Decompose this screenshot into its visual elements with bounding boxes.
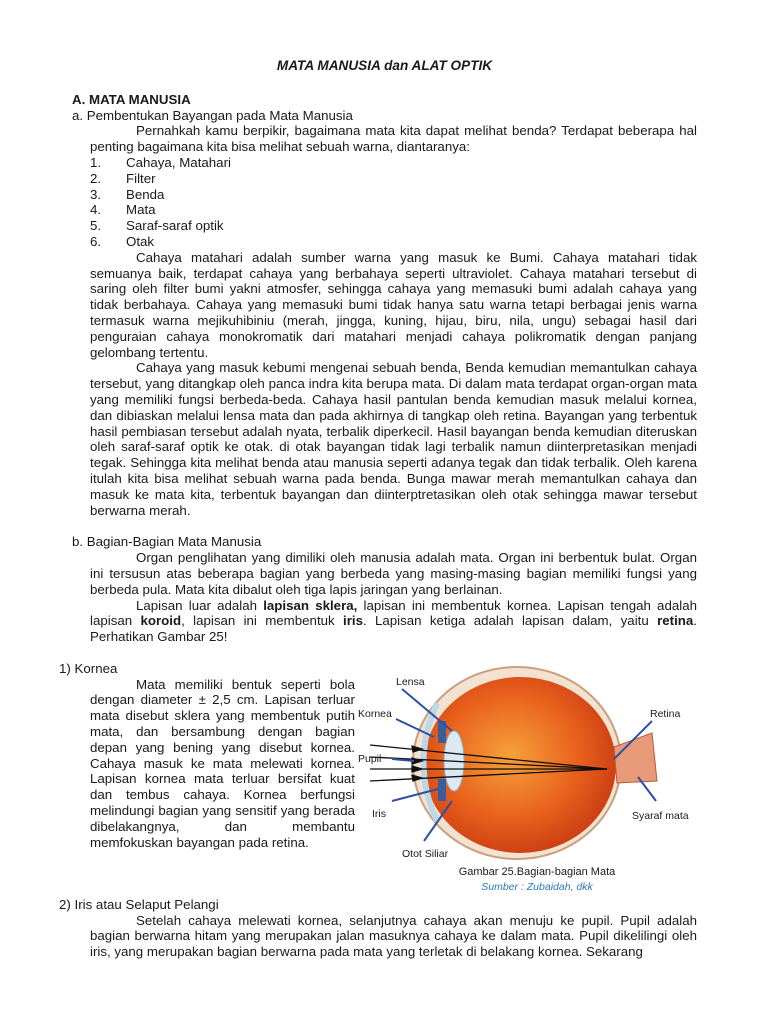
paragraph-a1: Pernahkah kamu berpikir, bagaimana mata kita dapat melihat benda? Terdapat beberapa hal penting bagaimana kita bisa melihat sebuah warna, diantaranya: [90, 123, 697, 155]
label-otot-siliar: Otot Siliar [402, 847, 449, 860]
kornea-paragraph: Mata memiliki bentuk seperti bola dengan diameter ± 2,5 cm. Lapisan terluar mata disebut sklera yang membentuk putih mata, dan bersambung dengan bagian depan yang bening yang disebut kornea. Cahaya masuk ke mata melewati kornea. Lapisan kornea mata terluar bersifat kuat dan tembus cahaya. Kornea berfungsi melindungi bagian yang sensitif yang berada dibelakangnya, dan membantu memfokuskan bayangan pada retina. [90, 676, 355, 850]
list-item: 3. Benda [90, 186, 165, 202]
list-item: 6. Otak [90, 233, 155, 249]
subsection-a-heading: a. Pembentukan Bayangan pada Mata Manusia [72, 107, 353, 123]
section-a-heading: A. MATA MANUSIA [72, 91, 191, 107]
kornea-section [59, 660, 697, 894]
iris-paragraph: Setelah cahaya melewati kornea, selanjutnya cahaya akan menuju ke pupil. Pupil adalah bagian berwarna hitam yang merupakan jalan masuknya cahaya ke dalam mata. Pupil dikelilingi oleh iris, yang merupakan bagian berwarna pada mata yang terletak di belakang kornea. Sekarang [90, 912, 697, 960]
eye-diagram [352, 661, 722, 861]
label-pupil: Pupil [358, 752, 382, 765]
kornea-heading: 1) Kornea [59, 660, 118, 676]
eye-diagram-figure [352, 661, 722, 893]
list-item: 4. Mata [90, 202, 156, 218]
document-page [59, 58, 697, 960]
label-lensa: Lensa [396, 675, 425, 688]
optic-nerve-shape [614, 733, 657, 783]
label-syaraf-mata: Syaraf mata [632, 809, 689, 822]
figure-caption: Gambar 25.Bagian-bagian Mata [458, 865, 616, 878]
list-item: 2. Filter [90, 170, 156, 186]
list-item: 5. Saraf-saraf optik [90, 218, 224, 234]
document-title: MATA MANUSIA dan ALAT OPTIK [276, 58, 493, 73]
figure-source: Sumber : Zubaidah, dkk [481, 881, 593, 894]
iris-shape-bottom [438, 779, 446, 801]
paragraph-a3: Cahaya yang masuk kebumi mengenai sebuah benda, Benda kemudian memantulkan cahaya tersebut, yang ditangkap oleh panca indra kita berupa mata. Di dalam mata terdapat organ-organ mata yang memiliki fungsi berbeda-beda. Cahaya hasil pantulan benda kemudian masuk melalui kornea, dan dibiaskan melalui lensa mata dan pada akhirnya di tangkap oleh retina. Bayangan yang terbentuk hasil pembiasan tersebut adalah nyata, terbalik diperkecil. Hasil bayangan benda kemudian diteruskan oleh saraf-saraf optik ke otak. di otak bayangan tidak lagi terbalik namun diinterpretasikan menjadi tegak. Sehingga kita melihat benda atau manusia seperti adanya tegak dan tidak terbalik. Oleh karena itulah kita bisa melihat sebuah warna pada benda. Bunga mawar merah memantulkan cahaya dan masuk ke mata kita, terbentuk bayangan dan diinterptretasikan oleh otak sehingga mawar tersebut berwarna merah. [90, 360, 697, 518]
paragraph-b1: Organ penglihatan yang dimiliki oleh manusia adalah mata. Organ ini berbentuk bulat. Organ ini tersusun atas beberapa bagian yang berbeda yang masing-masing bagian memiliki fungsi yang berbeda pula. Mata kita dibalut oleh tiga lapis jaringan yang berlainan. [90, 550, 697, 597]
kornea-text-block [72, 677, 355, 851]
list-source-of-color [72, 155, 697, 250]
paragraph-a2: Cahaya matahari adalah sumber warna yang masuk ke Bumi. Cahaya matahari tidak semuanya baik, terdapat cahaya yang berbahaya seperti ultraviolet. Cahaya matahari tersebut di saring oleh filter bumi yakni atmosfer, sehingga cahaya yang memasuki bumi adalah cahaya yang tidak berbahaya. Cahaya yang memasuki bumi tidak hanya satu warna tetapi berbagai jenis warna termasuk warna mejikuhibiniu (merah, jingga, kuning, hijau, biru, nila, ungu) sebagai hasil dari penguraian cahaya monokromatik dari matahari menjadi cahaya polikromatik dengan panjang gelombang tertentu. [90, 249, 697, 360]
subsection-b-heading: b. Bagian-Bagian Mata Manusia [72, 534, 262, 550]
iris-heading: 2) Iris atau Selaput Pelangi [59, 896, 219, 912]
list-item: 1. Cahaya, Matahari [90, 154, 231, 170]
label-kornea: Kornea [358, 707, 392, 720]
label-iris: Iris [372, 807, 386, 820]
paragraph-b2: Lapisan luar adalah lapisan sklera, lapisan ini membentuk kornea. Lapisan tengah adalah lapisan koroid, lapisan ini membentuk iris. Lapisan ketiga adalah lapisan dalam, yaitu retina. Perhatikan Gambar 25! [90, 597, 697, 645]
label-retina: Retina [650, 707, 681, 720]
